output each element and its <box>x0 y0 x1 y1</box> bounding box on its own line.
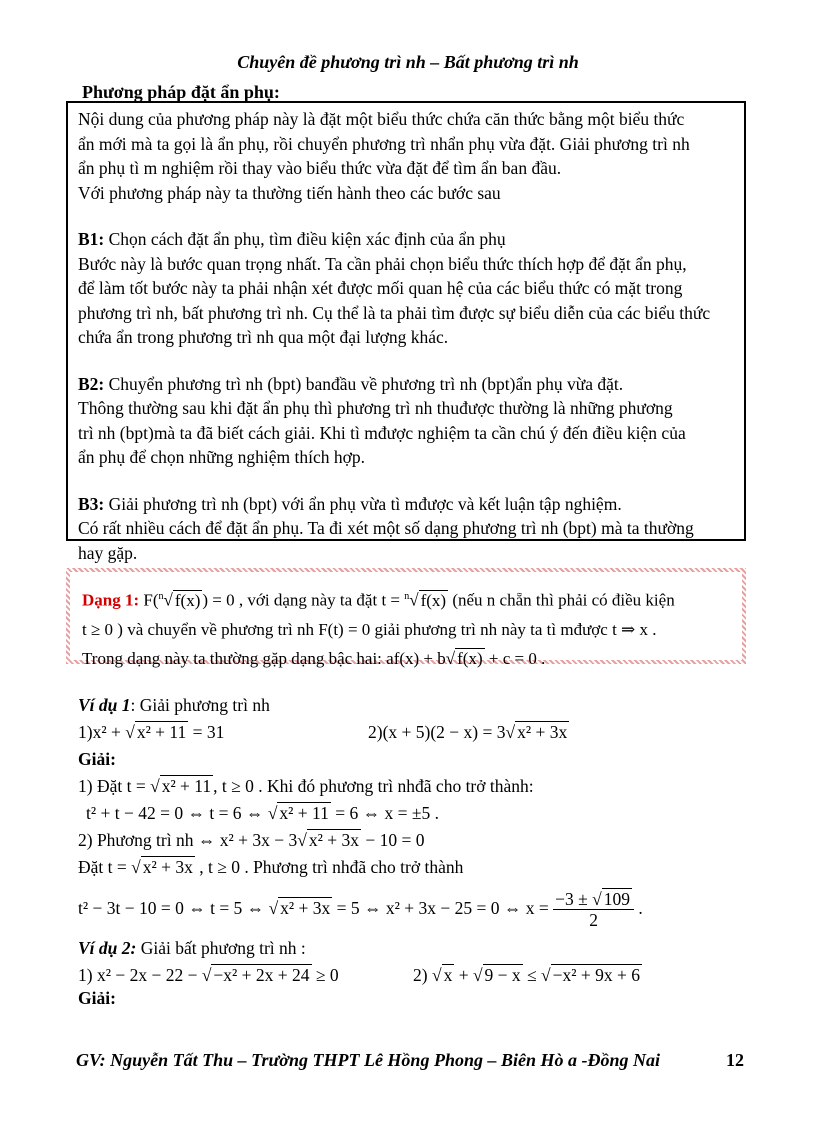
dang1-line1: Dạng 1: F($^n$√ f(x) ) = 0 , với dạng này ta đặt t = $^n$√ f(x) (nếu n chẵn thì phải có điều kiện <box>82 590 675 610</box>
examples <box>78 692 758 1007</box>
dang1-label: Dạng 1: <box>82 590 140 610</box>
step-b1-line: để làm tốt bước này ta phải nhận xét được mối quan hệ của các biểu thức có mặt trong <box>78 278 683 298</box>
intro-line: ẩn phụ tì m nghiệm rồi thay vào biểu thức vừa đặt để tìm ẩn ban đầu. <box>78 158 562 178</box>
step-b3: B3: Giải phương trì nh (bpt) với ẩn phụ vừa tì mđược và kết luận tập nghiệm. <box>78 493 622 514</box>
intro-line: Nội dung của phương pháp này là đặt một biểu thức chứa căn thức bằng một biểu thức <box>78 109 685 129</box>
fraction: $\frac{-3 \pm √ 109}{2}$ <box>553 889 634 930</box>
method-box <box>66 101 746 563</box>
step-b3-line: hay gặp. <box>78 542 138 563</box>
step-b2-line: ẩn phụ để chọn những nghiệm thích hợp. <box>78 447 366 467</box>
example2-problems: 1) x² − 2x − 22 − √ −x² + 2x + 24 ≥ 0 2) √ x + √ 9 − x ≤ √ −x² + 9x + 6 <box>78 962 758 989</box>
example1-title: Ví dụ 1: Giải phương trì nh <box>78 695 270 715</box>
solution-label: Giải: <box>78 749 116 769</box>
solution-label: Giải: <box>78 988 116 1008</box>
solution-line: 2) Phương trì nh ⇔ x² + 3x − 3√ x² + 3x − 10 = 0 <box>78 830 425 850</box>
page-footer <box>76 1050 744 1071</box>
solution-line: t² + t − 42 = 0 ⇔ t = 6 ⇔ √ x² + 11 = 6 ⇔ x = ±5 . <box>86 803 439 823</box>
example1-problem2: 2)(x + 5)(2 − x) = 3√ x² + 3x <box>368 722 568 742</box>
intro-line: Với phương pháp này ta thường tiến hành theo các bước sau <box>78 182 501 203</box>
step-label: B2: <box>78 373 105 394</box>
step-b1-line: chứa ẩn trong phương trì nh qua một đại lượng khác. <box>78 327 449 347</box>
step-label: B1: <box>78 229 105 249</box>
page-number: 12 <box>726 1050 744 1070</box>
section-title: Phương pháp đặt ẩn phụ: <box>82 82 280 102</box>
example1-problems: 1)x² + √ x² + 11 = 31 2)(x + 5)(2 − x) = 3√ x² + 3x <box>78 719 758 746</box>
step-label: B3: <box>78 493 105 514</box>
step-b1: B1: Chọn cách đặt ẩn phụ, tìm điều kiện xác định của ẩn phụ <box>78 229 506 249</box>
page-header: Chuyên đề phương trì nh – Bất phương trì nh <box>237 52 579 72</box>
step-b2: B2: Chuyển phương trì nh (bpt) banđầu về phương trì nh (bpt)ẩn phụ vừa đặt. <box>78 373 624 394</box>
step-b1-line: Bước này là bước quan trọng nhất. Ta cần phải chọn biểu thức thích hợp để đặt ẩn phụ, <box>78 253 687 274</box>
intro-line: ẩn mới mà ta gọi là ẩn phụ, rồi chuyển phương trì nhẩn phụ vừa đặt. Giải phương trì nh <box>78 133 690 154</box>
dang1-box <box>66 568 746 668</box>
example2-problem2: 2) √ x + √ 9 − x ≤ √ −x² + 9x + 6 <box>413 965 640 985</box>
solution-line: Đặt t = √ x² + 3x , t ≥ 0 . Phương trì nhđã cho trở thành <box>78 857 464 877</box>
step-b2-line: Thông thường sau khi đặt ẩn phụ thì phương trì nh thuđược thường là những phương <box>78 398 673 418</box>
dang1-line3: Trong dạng này ta thường gặp dạng bậc hai: af(x) + b√ f(x) + c = 0 . <box>82 648 546 668</box>
footer-text: GV: Nguyễn Tất Thu – Trường THPT Lê Hồng Phong – Biên Hò a -Đồng Nai <box>76 1050 660 1070</box>
step-b3-line: Có rất nhiều cách để đặt ẩn phụ. Ta đi xét một số dạng phương trì nh (bpt) mà ta thường <box>78 518 694 538</box>
solution-line: 1) Đặt t = √ x² + 11 , t ≥ 0 . Khi đó phương trì nhđã cho trở thành: <box>78 776 534 796</box>
step-b2-line: trì nh (bpt)mà ta đã biết cách giải. Khi tì mđược nghiệm ta cần chú ý đến điều kiện của <box>78 422 686 443</box>
step-b1-line: phương trì nh, bất phương trì nh. Cụ thể là ta phải tìm được sự biểu diễn của các biểu thức <box>78 302 711 323</box>
solution-line: t² − 3t − 10 = 0 ⇔ t = 5 ⇔ √ x² + 3x = 5 ⇔ x² + 3x − 25 = 0 ⇔ x = $\frac{-3 \pm √ 109}{2}$ . <box>78 889 643 931</box>
dang1-line2: t ≥ 0 ) và chuyển về phương trì nh F(t) = 0 giải phương trì nh này ta tì mđược t ⇒ x . <box>82 619 657 639</box>
example2-title: Ví dụ 2: Giải bất phương trì nh : <box>78 938 306 958</box>
